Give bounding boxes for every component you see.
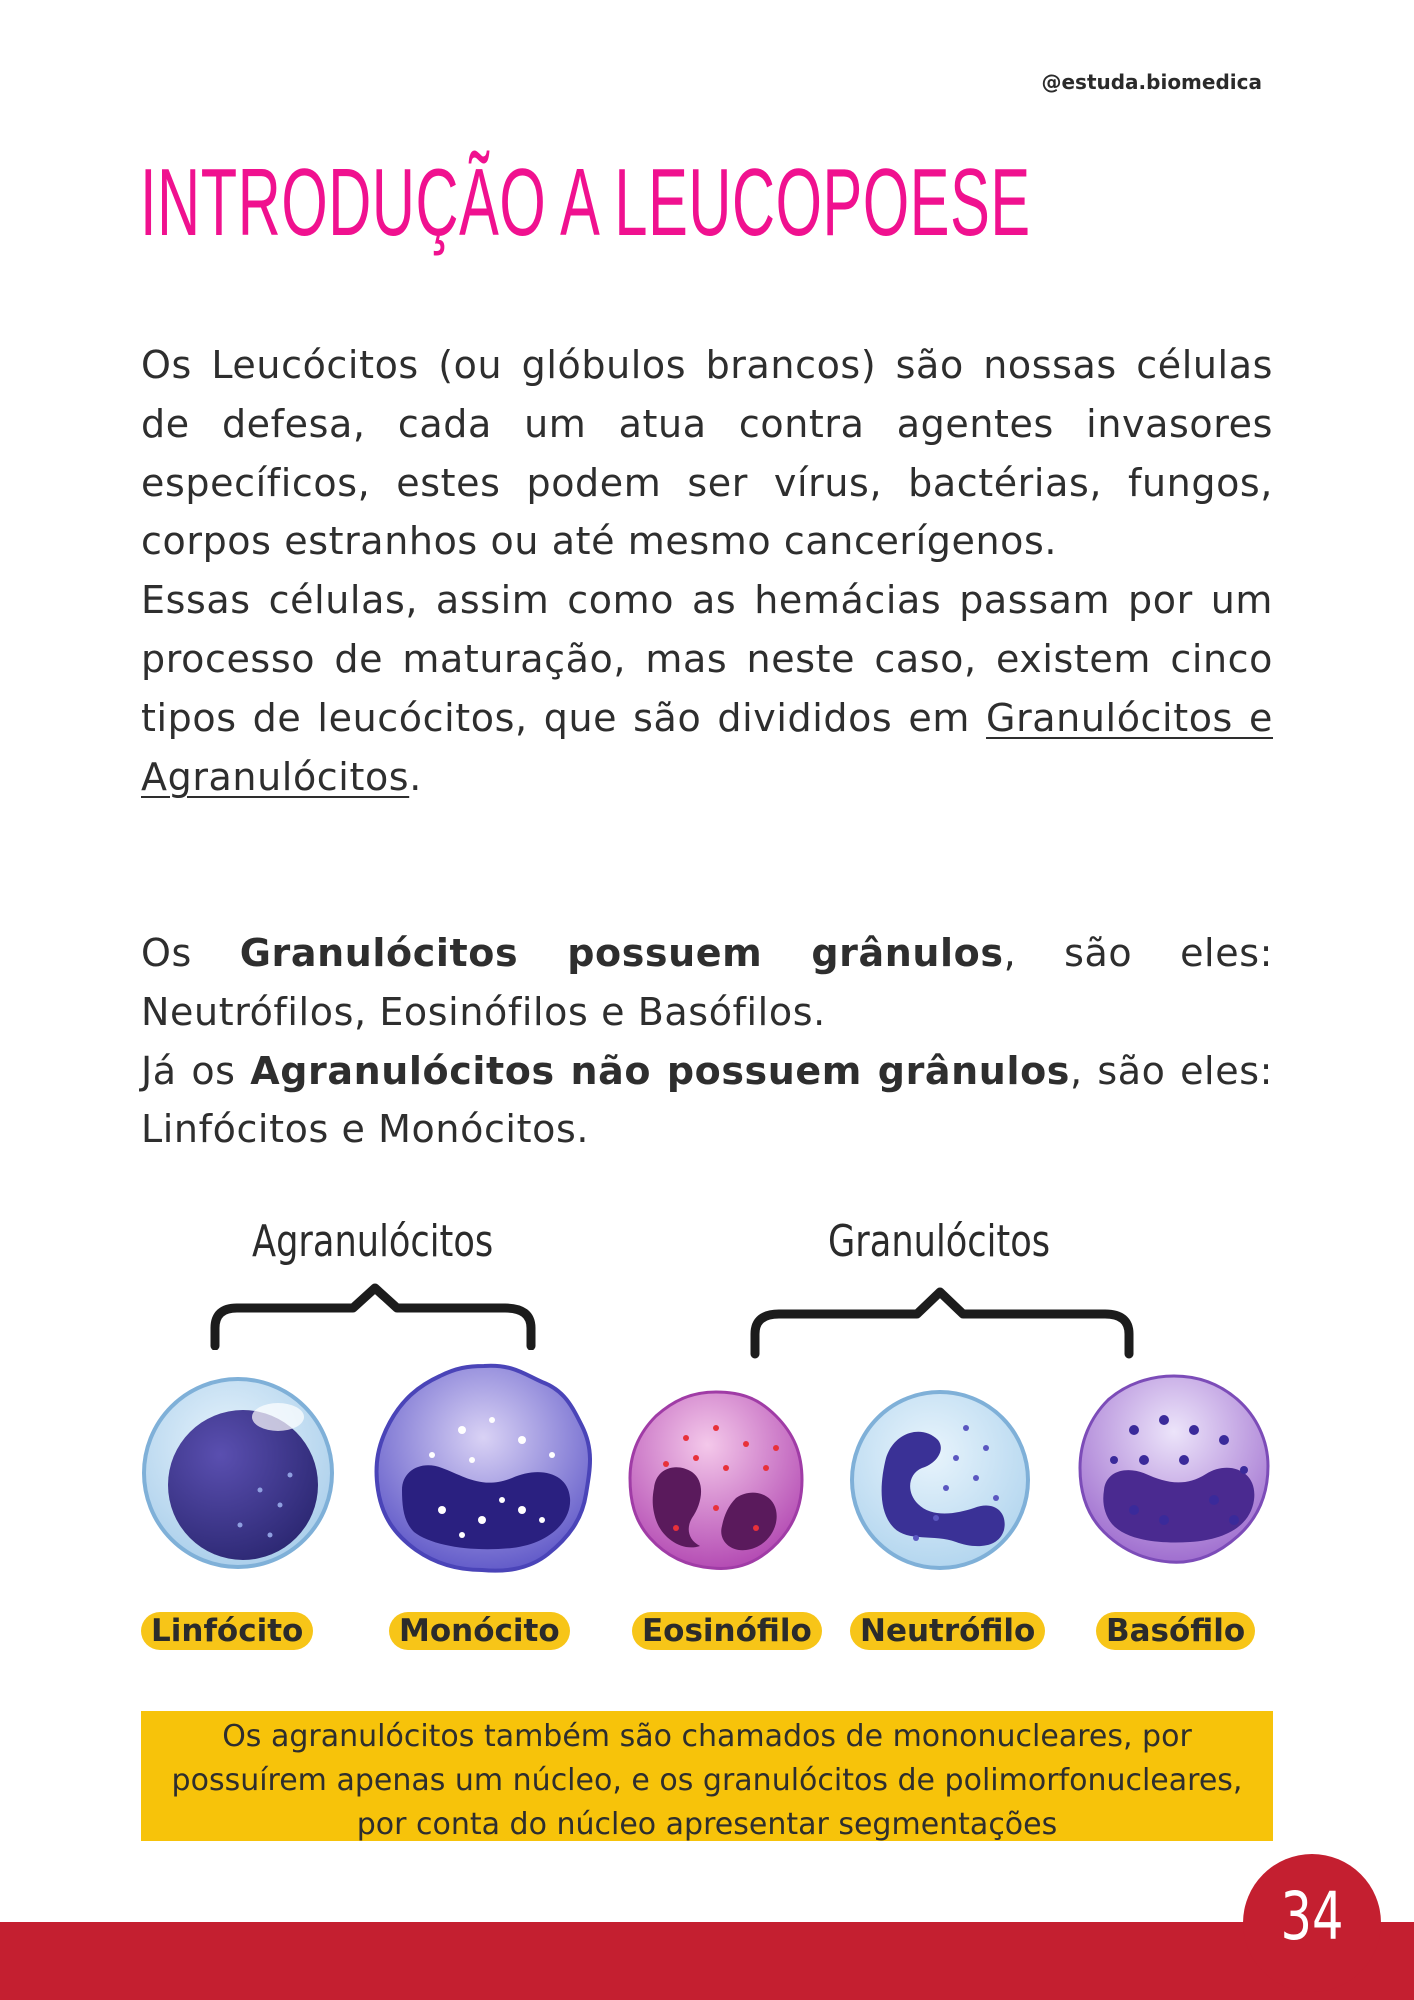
page-title: INTRODUÇÃO A LEUCOPOESE (140, 149, 1031, 256)
agranulocitos-post: , são eles: Linfócitos e Monócitos. (141, 1048, 1273, 1152)
paragraph-maturacao-text: Essas células, assim como as hemácias passam por um processo de maturação, mas neste caso, existem cinco tipos de leucócitos, que são divididos em (141, 578, 1273, 740)
footer-bar (0, 1922, 1414, 2000)
granulocitos-agranulocitos-underlined: Granulócitos e Agranulócitos (141, 695, 1273, 799)
basofilo-cell-icon (1074, 1370, 1274, 1570)
paragraph-maturacao (141, 571, 1273, 806)
intro-text (141, 336, 1273, 806)
linfocito-label: Linfócito (141, 1612, 313, 1650)
paragraph-granulocitos (141, 924, 1273, 1042)
monocito-cell-icon (372, 1360, 596, 1576)
instagram-handle: @estuda.biomedica (1041, 70, 1262, 94)
classification-text (141, 924, 1273, 1159)
eosinofilo-label: Eosinófilo (632, 1612, 822, 1650)
agranulocitos-brace (205, 1280, 545, 1350)
agranulocitos-bold: Agranulócitos não possuem grânulos (250, 1048, 1071, 1093)
granulocitos-brace (745, 1280, 1145, 1360)
linfocito-cell-icon (140, 1375, 336, 1571)
granulocitos-bold: Granulócitos possuem grânulos (239, 931, 1004, 975)
granulocitos-group-label: Granulócitos (828, 1216, 1051, 1267)
eosinofilo-cell-icon (626, 1388, 806, 1572)
paragraph-maturacao-end: . (409, 754, 422, 799)
neutrofilo-label: Neutrófilo (850, 1612, 1045, 1650)
agranulocitos-group-label: Agranulócitos (252, 1216, 494, 1267)
page-number: 34 (1280, 1878, 1344, 1955)
agranulocitos-pre: Já os (141, 1048, 251, 1093)
paragraph-agranulocitos (141, 1042, 1273, 1160)
paragraph-leucocitos: Os Leucócitos (ou glóbulos brancos) são nossas células de defesa, cada um atua contra agentes invasores específicos, estes podem ser vírus, bactérias, fungos, corpos estranhos ou até mesmo cancerígenos. (141, 343, 1273, 564)
granulocitos-pre: Os (141, 931, 240, 975)
basofilo-label: Basófilo (1096, 1612, 1255, 1650)
neutrofilo-cell-icon (846, 1388, 1034, 1572)
monocito-label: Monócito (389, 1612, 570, 1650)
note-box: Os agranulócitos também são chamados de mononucleares, por possuírem apenas um núcleo, e os granulócitos de polimorfonucleares, por conta do núcleo apresentar segmentações (141, 1711, 1273, 1841)
granulocitos-post: , são eles: Neutrófilos, Eosinófilos e Basófilos. (141, 931, 1273, 1034)
page-number-badge (1243, 1854, 1381, 1992)
